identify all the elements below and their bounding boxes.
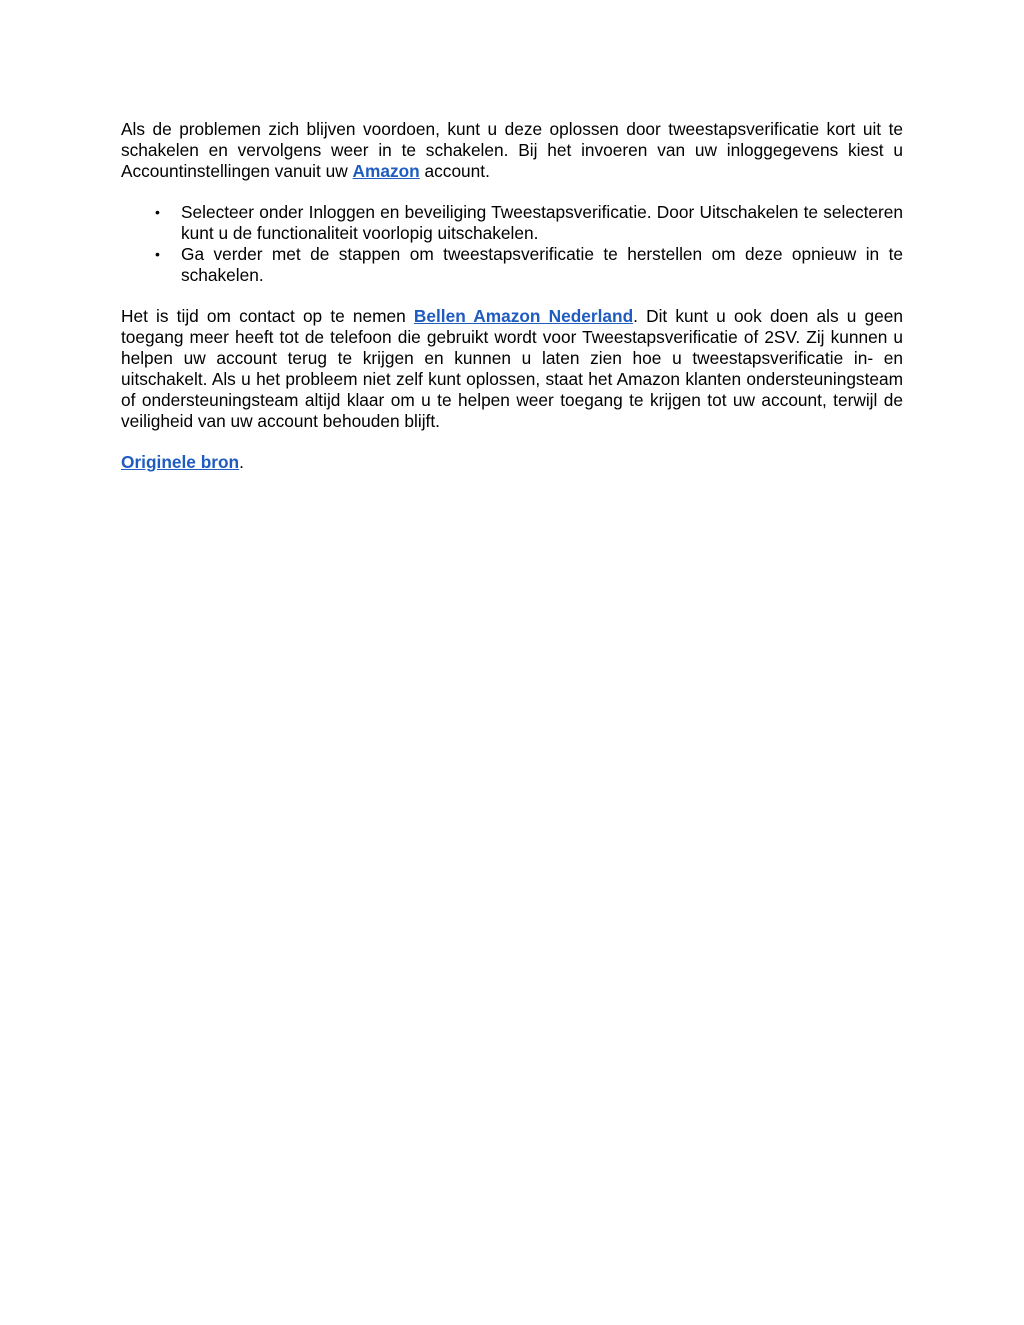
source-period: . [239,452,244,472]
list-item [121,244,903,286]
contact-paragraph [121,306,903,432]
contact-text-end: . Dit kunt u ook doen als u geen toegang meer heeft tot de telefoon die gebruikt wordt voor Tweestapsverificatie of 2SV. Zij kunnen u helpen uw account terug te krijgen en kunnen u laten zien hoe u tweestapsverificatie in- en uitschakelt. Als u het probleem niet zelf kunt oplossen, staat het Amazon klanten ondersteuningsteam of ondersteuningsteam altijd klaar om u te helpen weer toegang te krijgen tot uw account, terwijl de veiligheid van uw account behouden blijft. [121,306,904,431]
steps-list [121,202,903,286]
contact-text: Het is tijd om contact op te nemen [121,306,414,326]
bullet-icon: • [155,246,160,262]
intro-text-end: account. [419,161,490,181]
list-item [121,202,903,244]
list-item-text: Selecteer onder Inloggen en beveiliging Tweestapsverificatie. Door Uitschakelen te selecteren kunt u de functionaliteit voorlopig uitschakelen. [181,202,903,243]
original-source-link[interactable]: Originele bron [121,452,240,472]
document-body [121,119,903,473]
bullet-icon: • [155,204,160,220]
bellen-amazon-nederland-link[interactable]: Bellen Amazon Nederland [413,306,634,326]
amazon-link[interactable]: Amazon [352,161,420,181]
list-item-text: Ga verder met de stappen om tweestapsverificatie te herstellen om deze opnieuw in te schakelen. [181,244,903,285]
intro-paragraph [121,119,903,182]
source-paragraph [121,452,903,473]
intro-text: Als de problemen zich blijven voordoen, kunt u deze oplossen door tweestapsverificatie kort uit te schakelen en vervolgens weer in te schakelen. Bij het invoeren van uw inloggegevens kiest u Accountinstellingen vanuit uw [121,119,903,181]
